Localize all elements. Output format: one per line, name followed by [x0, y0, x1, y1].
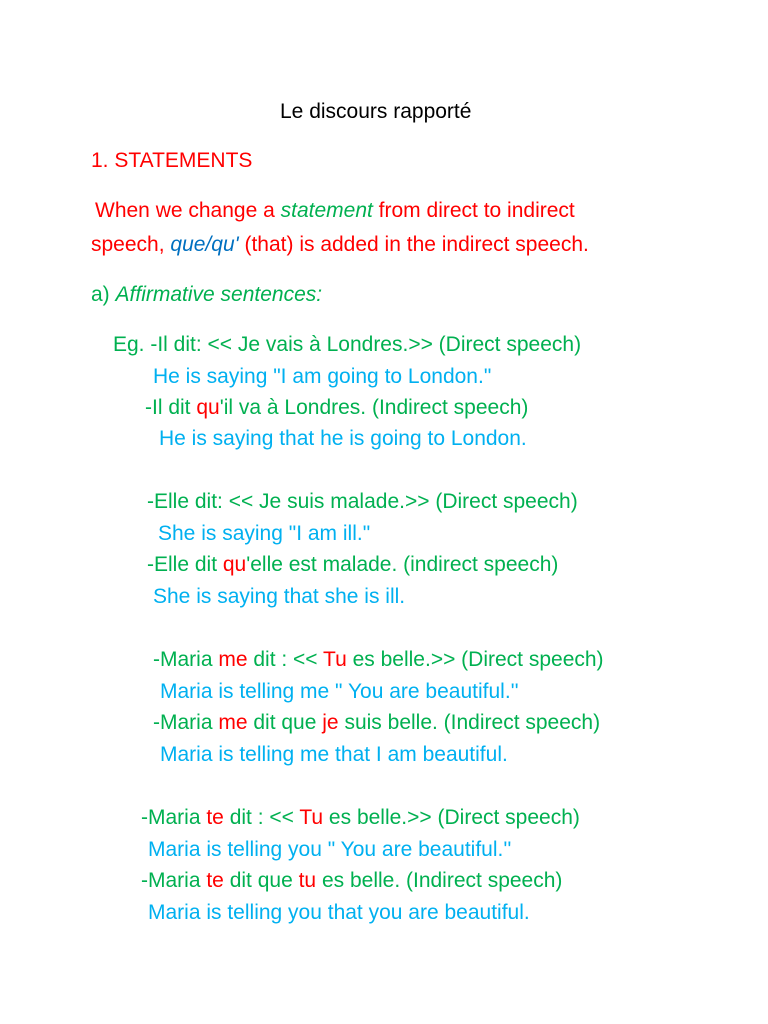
subheading-text: Affirmative sentences:: [115, 283, 323, 306]
text: -Maria: [141, 806, 207, 829]
text: -Maria: [141, 869, 207, 892]
example-4-indirect: [141, 870, 562, 891]
example-4-indirect-translation: Maria is telling you that you are beautiful.: [148, 901, 530, 924]
example-4-direct-translation: Maria is telling you " You are beautiful.'': [148, 838, 512, 861]
intro-text: (that) is added in the indirect speech.: [238, 233, 589, 256]
example-1-direct-translation: He is saying "I am going to London.": [153, 365, 492, 388]
intro-line-1: [95, 200, 575, 221]
subheading: [91, 284, 322, 305]
highlight: te: [206, 869, 224, 892]
page-title: Le discours rapporté: [280, 100, 472, 123]
intro-text: When we change a: [95, 199, 281, 222]
highlight: qu: [222, 553, 247, 576]
highlight: me: [218, 711, 248, 734]
example-3-indirect: [153, 712, 600, 733]
highlight: je: [322, 711, 339, 734]
text: es belle. (Indirect speech): [316, 869, 563, 892]
text: es belle.>> (Direct speech): [346, 648, 604, 671]
text: dit que: [223, 869, 299, 892]
text: -Maria: [153, 648, 219, 671]
text: 'il va à Londres. (Indirect speech): [219, 396, 529, 419]
intro-line-2: [91, 234, 589, 255]
example-3-direct-translation: Maria is telling me " You are beautiful.'': [160, 680, 519, 703]
text: dit que: [247, 711, 323, 734]
intro-term: statement: [280, 199, 373, 222]
example-3-direct: [153, 649, 604, 670]
example-2-direct-translation: She is saying "I am ill.": [158, 522, 371, 545]
text: 'elle est malade. (indirect speech): [246, 553, 559, 576]
text: -Il dit: [145, 396, 197, 419]
example-2-direct: -Elle dit: << Je suis malade.>> (Direct speech): [147, 490, 578, 513]
text: suis belle. (Indirect speech): [338, 711, 601, 734]
section-heading: 1. STATEMENTS: [91, 149, 253, 172]
intro-text: from direct to indirect: [372, 199, 575, 222]
example-2-indirect: [147, 554, 558, 575]
highlight: tu: [298, 869, 317, 892]
example-1-direct: Eg. -Il dit: << Je vais à Londres.>> (Direct speech): [113, 333, 582, 356]
example-4-direct: [141, 807, 580, 828]
highlight: Tu: [299, 806, 324, 829]
example-3-indirect-translation: Maria is telling me that I am beautiful.: [160, 743, 508, 766]
text: dit : <<: [223, 806, 300, 829]
example-1-indirect: [145, 397, 528, 418]
text: dit : <<: [247, 648, 324, 671]
text: -Elle dit: [147, 553, 223, 576]
highlight: te: [206, 806, 224, 829]
highlight: Tu: [323, 648, 347, 671]
intro-text: speech,: [91, 233, 171, 256]
text: -Maria: [153, 711, 219, 734]
intro-term: que/qu': [170, 233, 239, 256]
highlight: me: [218, 648, 248, 671]
subheading-prefix: a): [91, 283, 116, 306]
highlight: qu: [196, 396, 220, 419]
text: es belle.>> (Direct speech): [323, 806, 580, 829]
example-2-indirect-translation: She is saying that she is ill.: [153, 585, 406, 608]
example-1-indirect-translation: He is saying that he is going to London.: [159, 427, 527, 450]
